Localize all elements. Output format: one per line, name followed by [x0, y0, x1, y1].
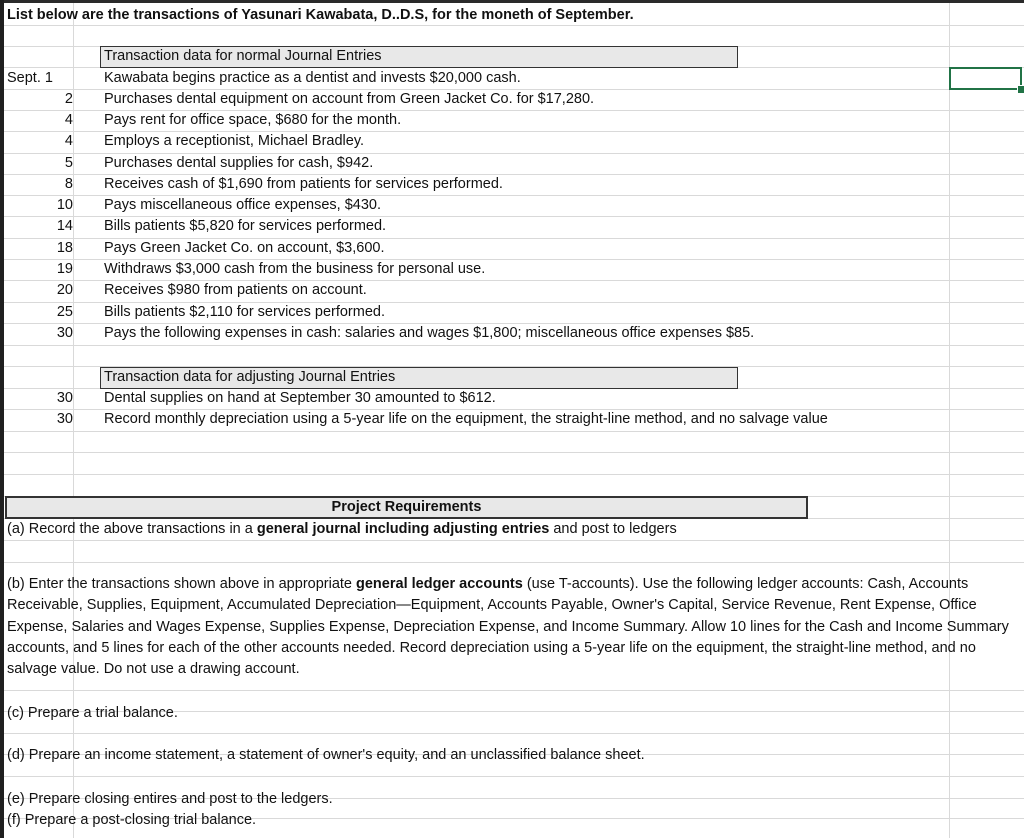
requirement-a-prefix: (a) Record the above transactions in a [7, 521, 257, 537]
fill-handle[interactable] [1017, 85, 1024, 94]
row-divider [4, 345, 1024, 346]
transaction-text: Pays Green Jacket Co. on account, $3,600. [104, 240, 385, 256]
transaction-date: 19 [56, 261, 73, 277]
row-divider [4, 474, 1024, 475]
transaction-text: Employs a receptionist, Michael Bradley. [104, 133, 365, 149]
row-divider [4, 733, 1024, 734]
requirement-a [7, 519, 677, 540]
row-divider [4, 776, 1024, 777]
requirement-a-suffix: and post to ledgers [549, 521, 677, 537]
transaction-text: Pays rent for office space, $680 for the month. [104, 112, 402, 128]
transaction-text: Kawabata begins practice as a dentist and invests $20,000 cash. [104, 70, 521, 86]
row-divider [4, 562, 1024, 563]
requirement-b-prefix: (b) Enter the transactions shown above in appropriate [7, 576, 357, 592]
adjusting-entries-header: Transaction data for adjusting Journal Entries [104, 369, 396, 385]
column-divider [949, 0, 950, 838]
transaction-date: Sept. 1 [7, 70, 53, 86]
transaction-date: 18 [56, 240, 73, 256]
transaction-date: 5 [64, 155, 73, 171]
transaction-date: 14 [56, 218, 73, 234]
transaction-text: Receives cash of $1,690 from patients for services performed. [104, 176, 503, 192]
row-divider [4, 431, 1024, 432]
adjusting-text: Record monthly depreciation using a 5-year life on the equipment, the straight-line method, and no salvage value [104, 411, 828, 427]
adjusting-date: 30 [56, 411, 73, 427]
transaction-text: Receives $980 from patients on account. [104, 282, 367, 298]
transaction-date: 2 [64, 91, 73, 107]
requirement-b-suffix: (use T-accounts). Use the following ledger accounts: Cash, Accounts Receivable, Supplies, Equipment, Accumulated Depreciation—Equipment, Accounts Payable, Owner's Capital, Service Revenue, Rent Expense, Office Expense, Salaries and Wages Expense, Supplies Expense, Depreciation Expense, and Income Summary. Allow 10 lines for the Cash and Income Summary accounts, and 5 lines for each of the other accounts needed. Record depreciation using a 5-year life on the equipment, the straight-line method, and no salvage value. Do not use a drawing account. [7, 576, 1009, 678]
requirement-f: (f) Prepare a post-closing trial balance. [7, 812, 257, 828]
requirement-b-bold: general ledger accounts [356, 576, 523, 592]
transaction-date: 8 [64, 176, 73, 192]
requirement-d: (d) Prepare an income statement, a statement of owner's equity, and an unclassified balance sheet. [7, 747, 645, 763]
transaction-text: Purchases dental supplies for cash, $942. [104, 155, 374, 171]
requirement-e: (e) Prepare closing entires and post to the ledgers. [7, 791, 333, 807]
transaction-date: 20 [56, 282, 73, 298]
sheet-top-border [0, 0, 1024, 3]
transaction-text: Purchases dental equipment on account from Green Jacket Co. for $17,280. [104, 91, 595, 107]
sheet-title: List below are the transactions of Yasunari Kawabata, D..D.S, for the moneth of September. [7, 7, 634, 23]
transaction-text: Pays the following expenses in cash: salaries and wages $1,800; miscellaneous office expenses $85. [104, 325, 755, 341]
transaction-text: Bills patients $5,820 for services performed. [104, 218, 387, 234]
row-divider [4, 540, 1024, 541]
transaction-date: 25 [56, 304, 73, 320]
transaction-text: Bills patients $2,110 for services performed. [104, 304, 386, 320]
requirement-a-bold: general journal including adjusting entries [256, 521, 550, 537]
transaction-date: 30 [56, 325, 73, 341]
adjusting-text: Dental supplies on hand at September 30 amounted to $612. [104, 390, 496, 406]
transaction-date: 10 [56, 197, 73, 213]
normal-entries-header: Transaction data for normal Journal Entries [104, 48, 382, 64]
row-divider [4, 690, 1024, 691]
requirement-b [7, 574, 1019, 680]
transaction-text: Withdraws $3,000 cash from the business for personal use. [104, 261, 486, 277]
project-requirements-header: Project Requirements [331, 499, 482, 515]
adjusting-date: 30 [56, 390, 73, 406]
transaction-date: 4 [64, 133, 73, 149]
row-divider [4, 452, 1024, 453]
transaction-date: 4 [64, 112, 73, 128]
selected-cell[interactable] [949, 67, 1022, 90]
transaction-text: Pays miscellaneous office expenses, $430. [104, 197, 382, 213]
requirement-c: (c) Prepare a trial balance. [7, 705, 178, 721]
